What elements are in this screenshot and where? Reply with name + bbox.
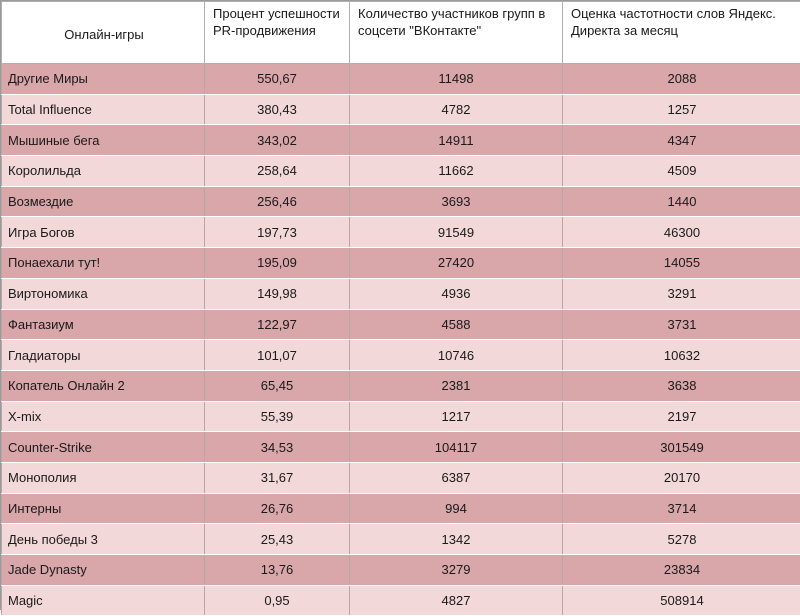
cell-yandex-freq: 1440	[563, 186, 800, 217]
cell-pr-percent: 34,53	[205, 432, 350, 463]
table-row	[2, 248, 800, 279]
games-table	[1, 1, 800, 616]
table-body	[2, 64, 800, 616]
cell-yandex-freq: 2197	[563, 401, 800, 432]
table-row	[2, 370, 800, 401]
cell-yandex-freq: 508914	[563, 585, 800, 616]
cell-yandex-freq: 3714	[563, 493, 800, 524]
cell-yandex-freq: 4509	[563, 156, 800, 187]
cell-vk-members: 4588	[350, 309, 563, 340]
cell-game-name: День победы 3	[2, 524, 205, 555]
cell-game-name: Королильда	[2, 156, 205, 187]
table-row	[2, 555, 800, 586]
cell-yandex-freq: 5278	[563, 524, 800, 555]
cell-vk-members: 11662	[350, 156, 563, 187]
cell-vk-members: 11498	[350, 64, 563, 95]
cell-game-name: Игра Богов	[2, 217, 205, 248]
table-row	[2, 340, 800, 371]
cell-pr-percent: 0,95	[205, 585, 350, 616]
cell-game-name: Total Influence	[2, 94, 205, 125]
cell-pr-percent: 65,45	[205, 370, 350, 401]
cell-pr-percent: 13,76	[205, 555, 350, 586]
table-row	[2, 401, 800, 432]
cell-vk-members: 14911	[350, 125, 563, 156]
cell-vk-members: 104117	[350, 432, 563, 463]
cell-game-name: Magic	[2, 585, 205, 616]
cell-yandex-freq: 1257	[563, 94, 800, 125]
cell-yandex-freq: 2088	[563, 64, 800, 95]
table-row	[2, 217, 800, 248]
cell-vk-members: 1217	[350, 401, 563, 432]
cell-pr-percent: 343,02	[205, 125, 350, 156]
table-row	[2, 309, 800, 340]
cell-pr-percent: 31,67	[205, 462, 350, 493]
cell-game-name: X-mix	[2, 401, 205, 432]
cell-vk-members: 4782	[350, 94, 563, 125]
cell-game-name: Виртономика	[2, 278, 205, 309]
cell-vk-members: 1342	[350, 524, 563, 555]
cell-game-name: Понаехали тут!	[2, 248, 205, 279]
header-pr-percent: Процент успешности PR-продвижения	[205, 2, 350, 64]
table-row	[2, 64, 800, 95]
cell-game-name: Мышиные бега	[2, 125, 205, 156]
cell-vk-members: 10746	[350, 340, 563, 371]
cell-pr-percent: 197,73	[205, 217, 350, 248]
cell-game-name: Counter-Strike	[2, 432, 205, 463]
cell-yandex-freq: 10632	[563, 340, 800, 371]
cell-yandex-freq: 3638	[563, 370, 800, 401]
cell-vk-members: 27420	[350, 248, 563, 279]
table-row	[2, 186, 800, 217]
cell-pr-percent: 258,64	[205, 156, 350, 187]
header-games: Онлайн-игры	[2, 2, 205, 64]
cell-vk-members: 6387	[350, 462, 563, 493]
cell-vk-members: 4936	[350, 278, 563, 309]
cell-yandex-freq: 4347	[563, 125, 800, 156]
cell-pr-percent: 122,97	[205, 309, 350, 340]
cell-yandex-freq: 3291	[563, 278, 800, 309]
cell-vk-members: 91549	[350, 217, 563, 248]
table-row	[2, 524, 800, 555]
table-row	[2, 462, 800, 493]
cell-yandex-freq: 46300	[563, 217, 800, 248]
cell-game-name: Копатель Онлайн 2	[2, 370, 205, 401]
cell-yandex-freq: 3731	[563, 309, 800, 340]
cell-pr-percent: 26,76	[205, 493, 350, 524]
table-row	[2, 94, 800, 125]
cell-yandex-freq: 14055	[563, 248, 800, 279]
cell-pr-percent: 380,43	[205, 94, 350, 125]
cell-game-name: Монополия	[2, 462, 205, 493]
cell-pr-percent: 25,43	[205, 524, 350, 555]
cell-vk-members: 3279	[350, 555, 563, 586]
cell-game-name: Фантазиум	[2, 309, 205, 340]
table-row	[2, 125, 800, 156]
table-row	[2, 493, 800, 524]
table-row	[2, 585, 800, 616]
cell-vk-members: 2381	[350, 370, 563, 401]
header-yandex-freq: Оценка частотности слов Яндекс. Директа за месяц	[563, 2, 800, 64]
cell-pr-percent: 256,46	[205, 186, 350, 217]
cell-yandex-freq: 20170	[563, 462, 800, 493]
cell-vk-members: 994	[350, 493, 563, 524]
cell-game-name: Интерны	[2, 493, 205, 524]
table-header-row	[2, 2, 800, 64]
cell-game-name: Гладиаторы	[2, 340, 205, 371]
cell-game-name: Возмездие	[2, 186, 205, 217]
cell-pr-percent: 550,67	[205, 64, 350, 95]
cell-pr-percent: 149,98	[205, 278, 350, 309]
table-row	[2, 432, 800, 463]
cell-pr-percent: 101,07	[205, 340, 350, 371]
header-vk-members: Количество участников групп в соцсети "ВКонтакте"	[350, 2, 563, 64]
table-row	[2, 278, 800, 309]
cell-game-name: Jade Dynasty	[2, 555, 205, 586]
cell-yandex-freq: 301549	[563, 432, 800, 463]
cell-pr-percent: 195,09	[205, 248, 350, 279]
cell-vk-members: 3693	[350, 186, 563, 217]
cell-pr-percent: 55,39	[205, 401, 350, 432]
cell-yandex-freq: 23834	[563, 555, 800, 586]
cell-vk-members: 4827	[350, 585, 563, 616]
cell-game-name: Другие Миры	[2, 64, 205, 95]
table-row	[2, 156, 800, 187]
